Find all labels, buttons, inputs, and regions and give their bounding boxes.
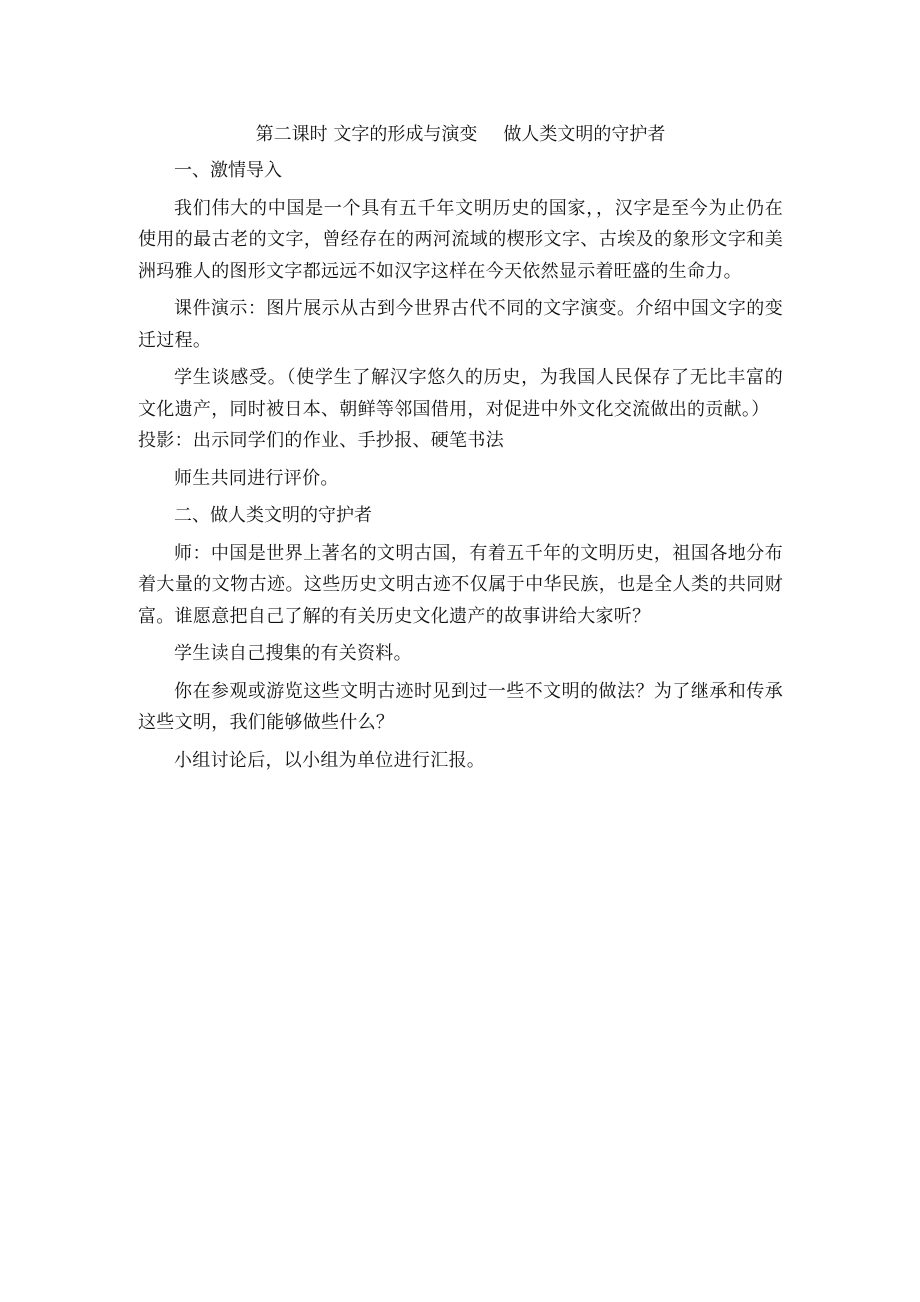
document-body xyxy=(138,120,783,776)
paragraph-courseware: 课件演示：图片展示从古到今世界古代不同的文字演变。介绍中国文字的变迁过程。 xyxy=(138,298,783,351)
paragraph-student-feelings: 学生谈感受。（使学生了解汉字悠久的历史，为我国人民保存了无比丰富的文化遗产，同时被日本、朝鲜等邻国借用，对促进中外文化交流做出的贡献。） xyxy=(138,367,783,420)
section-heading-guardian: 二、做人类文明的守护者 xyxy=(174,505,372,526)
paragraph-student-reading: 学生读自己搜集的有关资料。 xyxy=(174,643,412,664)
paragraph-evaluation: 师生共同进行评价。 xyxy=(174,467,339,489)
lesson-title-part2: 做人类文明的守护者 xyxy=(503,124,666,145)
paragraph-question: 你在参观或游览这些文明古迹时见到过一些不文明的做法？为了继承和传承这些文明，我们能够做些什么？ xyxy=(138,680,783,733)
paragraph-projection: 投影：出示同学们的作业、手抄报、硬笔书法 xyxy=(138,430,504,451)
lesson-title-part1: 第二课时 文字的形成与演变 xyxy=(255,124,478,145)
section-heading-intro: 一、激情导入 xyxy=(174,160,282,181)
paragraph-teacher: 师：中国是世界上著名的文明古国，有着五千年的文明历史，祖国各地分布着大量的文物古迹。这些历史文明古迹不仅属于中华民族，也是全人类的共同财富。谁愿意把自己了解的有关历史文化遗产的故事讲给大家听？ xyxy=(138,542,783,627)
paragraph-intro: 我们伟大的中国是一个具有五千年文明历史的国家，，汉字是至今为止仍在使用的最古老的文字，曾经存在的两河流域的楔形文字、古埃及的象形文字和美洲玛雅人的图形文字都远远不如汉字这样在今天依然显示着旺盛的生命力。 xyxy=(138,197,783,282)
lesson-title xyxy=(138,120,783,150)
paragraph-group-discussion: 小组讨论后，以小组为单位进行汇报。 xyxy=(174,749,486,771)
